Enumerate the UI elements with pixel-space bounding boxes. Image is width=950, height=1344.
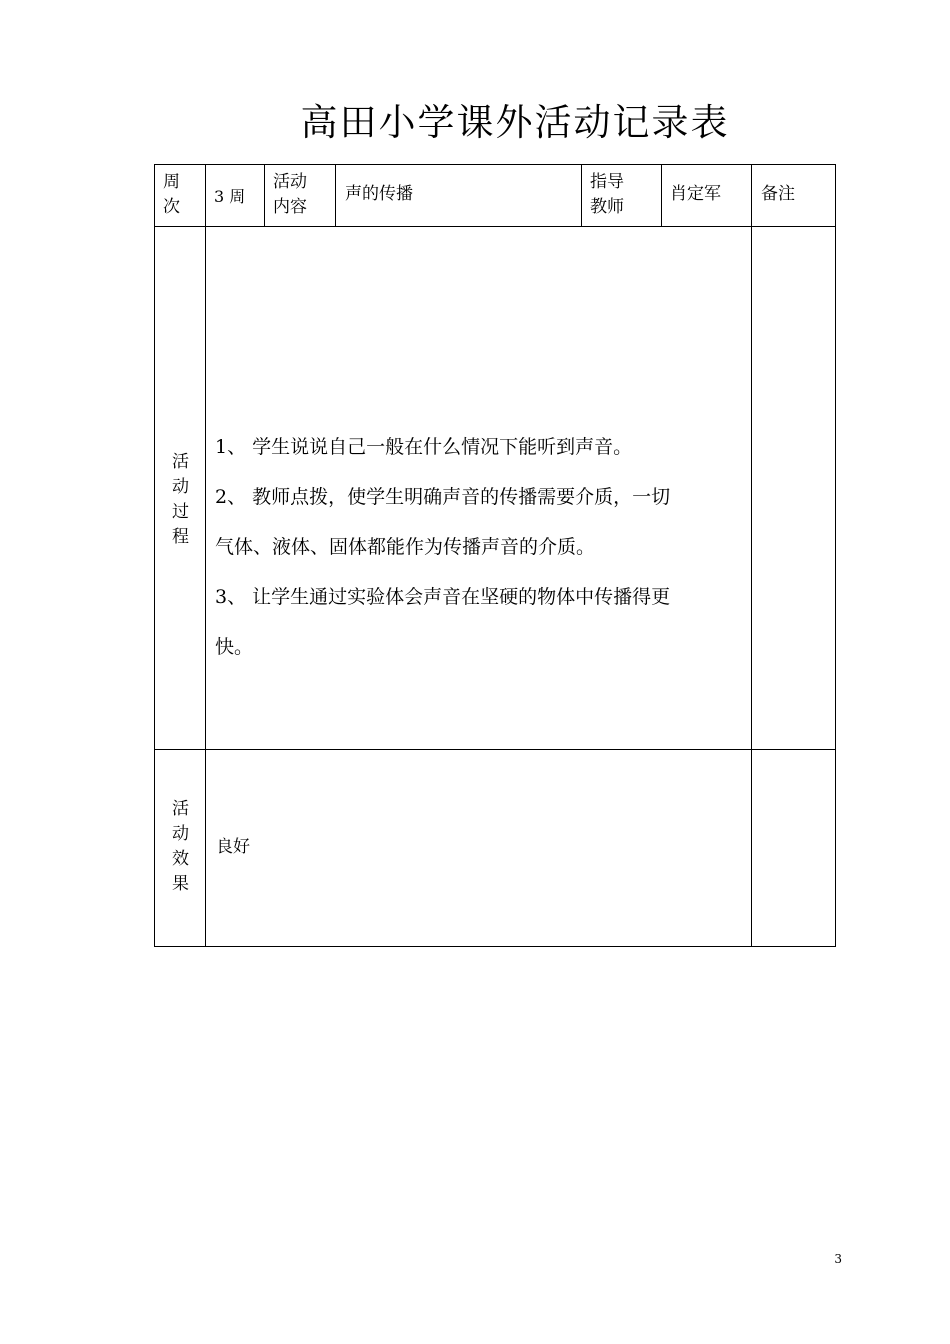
process-label-char: 过 bbox=[172, 502, 189, 522]
table-column-divider-3 bbox=[335, 164, 336, 227]
page-title: 高田小学课外活动记录表 bbox=[300, 101, 730, 144]
content-label-line-1: 活动 bbox=[273, 172, 307, 192]
effect-label-char: 活 bbox=[172, 799, 189, 819]
process-line-3: 气体、液体、固体都能作为传播声音的介质。 bbox=[215, 536, 596, 558]
week-label bbox=[163, 170, 180, 220]
process-line-4: 3、 让学生通过实验体会声音在坚硬的物体中传播得更 bbox=[215, 586, 671, 608]
process-line-1: 1、 学生说说自己一般在什么情况下能听到声音。 bbox=[215, 436, 633, 458]
table-column-divider-5 bbox=[661, 164, 662, 227]
process-label-char: 活 bbox=[172, 452, 189, 472]
table-column-divider-6 bbox=[751, 164, 752, 947]
effect-label-char: 动 bbox=[172, 824, 189, 844]
effect-label-char: 效 bbox=[172, 849, 189, 869]
teacher-value: 肖定军 bbox=[670, 184, 721, 204]
effect-label bbox=[155, 797, 206, 897]
table-column-divider-4 bbox=[581, 164, 582, 227]
teacher-label bbox=[590, 170, 624, 220]
teacher-label-line-2: 教师 bbox=[590, 197, 624, 217]
page-number: 3 bbox=[834, 1252, 842, 1266]
week-label-line-1: 周 bbox=[163, 172, 180, 192]
table-border-bottom bbox=[154, 946, 836, 947]
table-row-divider-1 bbox=[154, 226, 836, 227]
process-content bbox=[215, 422, 745, 672]
remarks-label: 备注 bbox=[761, 184, 795, 204]
table-column-divider-2 bbox=[264, 164, 265, 227]
content-label-line-2: 内容 bbox=[273, 197, 307, 217]
week-label-line-2: 次 bbox=[163, 197, 180, 217]
effect-value: 良好 bbox=[216, 837, 250, 857]
process-label-char: 程 bbox=[172, 527, 189, 547]
table-border-right bbox=[835, 164, 836, 947]
content-value: 声的传播 bbox=[345, 184, 413, 204]
process-line-2: 2、 教师点拨，使学生明确声音的传播需要介质，一切 bbox=[215, 486, 671, 508]
process-line-5: 快。 bbox=[215, 636, 254, 658]
effect-label-char: 果 bbox=[172, 874, 189, 894]
process-label bbox=[155, 450, 206, 550]
week-value: 3 周 bbox=[214, 187, 246, 206]
table-border-top bbox=[154, 164, 836, 165]
process-label-char: 动 bbox=[172, 477, 189, 497]
table-row-divider-2 bbox=[154, 749, 836, 750]
teacher-label-line-1: 指导 bbox=[590, 172, 624, 192]
content-label bbox=[273, 170, 307, 220]
